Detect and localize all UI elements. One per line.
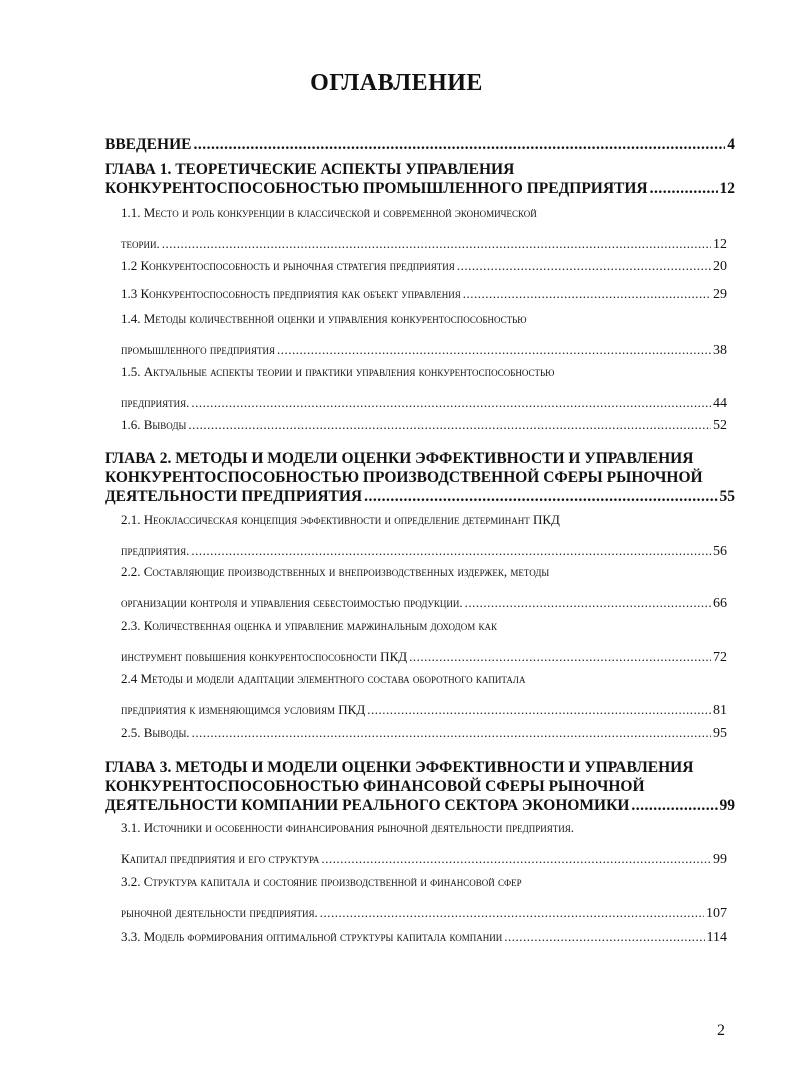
toc-page-number: 81	[713, 703, 727, 718]
toc-entry-label: теории.	[121, 236, 160, 251]
toc-page-number: 44	[713, 396, 727, 411]
toc-page-number: 107	[706, 906, 727, 921]
toc-entry-section-2-1[interactable]	[121, 511, 727, 561]
toc-entry-line: 3.1. Источники и особенности финансирования рыночной деятельности предприятия.	[121, 820, 574, 835]
toc-entry-label: инструмент повышения конкурентоспособности ПКД	[121, 649, 408, 664]
toc-entry-label: организации контроля и управления себестоимостью продукции.	[121, 595, 463, 610]
toc-entry-label: Капитал предприятия и его структура	[121, 851, 320, 866]
toc-page-number: 95	[713, 726, 727, 741]
toc-entry-line: 2.1. Неоклассическая концепция эффективности и определение детерминант ПКД	[121, 512, 560, 527]
toc-entry-section-2-5[interactable]	[121, 711, 727, 743]
toc-entry-line: 1.1. Место и роль конкуренции в классической и современной экономической	[121, 205, 537, 220]
toc-entry-label: предприятия.	[121, 543, 190, 558]
dot-leader	[193, 135, 725, 154]
toc-entry-chapter-3[interactable]	[105, 758, 735, 815]
toc-entry-section-1-4[interactable]	[121, 310, 727, 360]
dot-leader	[188, 416, 711, 434]
toc-page-number: 66	[713, 596, 727, 611]
toc-entry-chapter-2[interactable]	[105, 449, 735, 506]
toc-entry-label: 1.2 Конкурентоспособность и рыночная стратегия предприятия	[121, 258, 455, 273]
toc-page-number: 52	[713, 418, 727, 433]
toc-entry-label: 3.3. Модель формирования оптимальной структуры капитала компании	[121, 929, 503, 944]
toc-entry-section-1-6[interactable]	[121, 403, 727, 435]
toc-entry-line: 3.2. Структура капитала и состояние производственной и финансовой сфер	[121, 874, 522, 889]
toc-entry-label: 1.3 Конкурентоспособность предприятия как объект управления	[121, 286, 461, 301]
toc-entry-line: ГЛАВА 3. МЕТОДЫ И МОДЕЛИ ОЦЕНКИ ЭФФЕКТИВНОСТИ И УПРАВЛЕНИЯ	[105, 759, 694, 776]
toc-entry-section-2-3[interactable]	[121, 617, 727, 667]
toc-entry-label: рыночной деятельности предприятия.	[121, 905, 318, 920]
toc-entry-label: предприятия к изменяющимся условиям ПКД	[121, 702, 366, 717]
toc-entry-label: ВВЕДЕНИЕ	[105, 136, 192, 153]
toc-page-number: 29	[713, 287, 727, 302]
toc-entry-line: 1.4. Методы количественной оценки и управления конкурентоспособностью	[121, 311, 527, 326]
toc-entry-line: 2.3. Количественная оценка и управление маржинальным доходом как	[121, 618, 497, 633]
toc-page-number: 114	[706, 930, 727, 945]
toc-entry-line: КОНКУРЕНТОСПОСОБНОСТЬЮ ФИНАНСОВОЙ СФЕРЫ РЫНОЧНОЙ	[105, 778, 645, 795]
toc-page-number: 12	[713, 237, 727, 252]
dot-leader	[321, 850, 711, 868]
toc-page-number: 99	[719, 797, 735, 814]
toc-page-number: 20	[713, 259, 727, 274]
toc-entry-section-3-1[interactable]	[121, 819, 727, 869]
dot-leader	[465, 594, 711, 612]
toc-entry-label: 2.5. Выводы.	[121, 725, 190, 740]
toc-entry-line: ГЛАВА 2. МЕТОДЫ И МОДЕЛИ ОЦЕНКИ ЭФФЕКТИВНОСТИ И УПРАВЛЕНИЯ	[105, 450, 694, 467]
toc-entry-label: ДЕЯТЕЛЬНОСТИ КОМПАНИИ РЕАЛЬНОГО СЕКТОРА ЭКОНОМИКИ	[105, 797, 630, 814]
page-title: ОГЛАВЛЕНИЕ	[310, 70, 483, 96]
dot-leader	[364, 487, 717, 506]
dot-leader	[409, 648, 711, 666]
toc-entry-line: 2.4 Методы и модели адаптации элементного состава оборотного капитала	[121, 671, 526, 686]
page-number: 2	[717, 1022, 725, 1039]
dot-leader	[192, 724, 711, 742]
dot-leader	[277, 341, 711, 359]
dot-leader	[631, 796, 717, 815]
toc-entry-line: 2.2. Составляющие производственных и внепроизводственных издержек, методы	[121, 564, 550, 579]
toc-entry-section-1-3[interactable]	[121, 272, 727, 304]
toc-entry-label: промышленного предприятия	[121, 342, 276, 357]
toc-page-number: 38	[713, 343, 727, 358]
toc-entry-intro[interactable]	[105, 135, 735, 154]
dot-leader	[191, 542, 711, 560]
toc-entry-label: КОНКУРЕНТОСПОСОБНОСТЬЮ ПРОМЫШЛЕННОГО ПРЕДПРИЯТИЯ	[105, 180, 648, 197]
toc-entry-label: 1.6. Выводы	[121, 417, 187, 432]
toc-page-number: 56	[713, 544, 727, 559]
toc-page-number: 12	[719, 180, 735, 197]
toc-entry-chapter-1[interactable]	[105, 160, 735, 198]
toc-page-number: 72	[713, 650, 727, 665]
toc-page-number: 55	[719, 488, 735, 505]
toc-entry-line: ГЛАВА 1. ТЕОРЕТИЧЕСКИЕ АСПЕКТЫ УПРАВЛЕНИЯ	[105, 161, 515, 178]
toc-entry-line: 1.5. Актуальные аспекты теории и практики управления конкурентоспособностью	[121, 364, 555, 379]
toc-entry-label: предприятия.	[121, 395, 190, 410]
toc-entry-label: ДЕЯТЕЛЬНОСТИ ПРЕДПРИЯТИЯ	[105, 488, 363, 505]
dot-leader	[650, 179, 718, 198]
dot-leader	[463, 285, 711, 303]
toc-entry-section-2-2[interactable]	[121, 563, 727, 613]
dot-leader	[504, 928, 704, 946]
toc-page-number: 4	[727, 136, 735, 153]
toc-page-number: 99	[713, 852, 727, 867]
toc-entry-section-3-3[interactable]	[121, 915, 727, 947]
toc-entry-line: КОНКУРЕНТОСПОСОБНОСТЬЮ ПРОИЗВОДСТВЕННОЙ СФЕРЫ РЫНОЧНОЙ	[105, 469, 703, 486]
